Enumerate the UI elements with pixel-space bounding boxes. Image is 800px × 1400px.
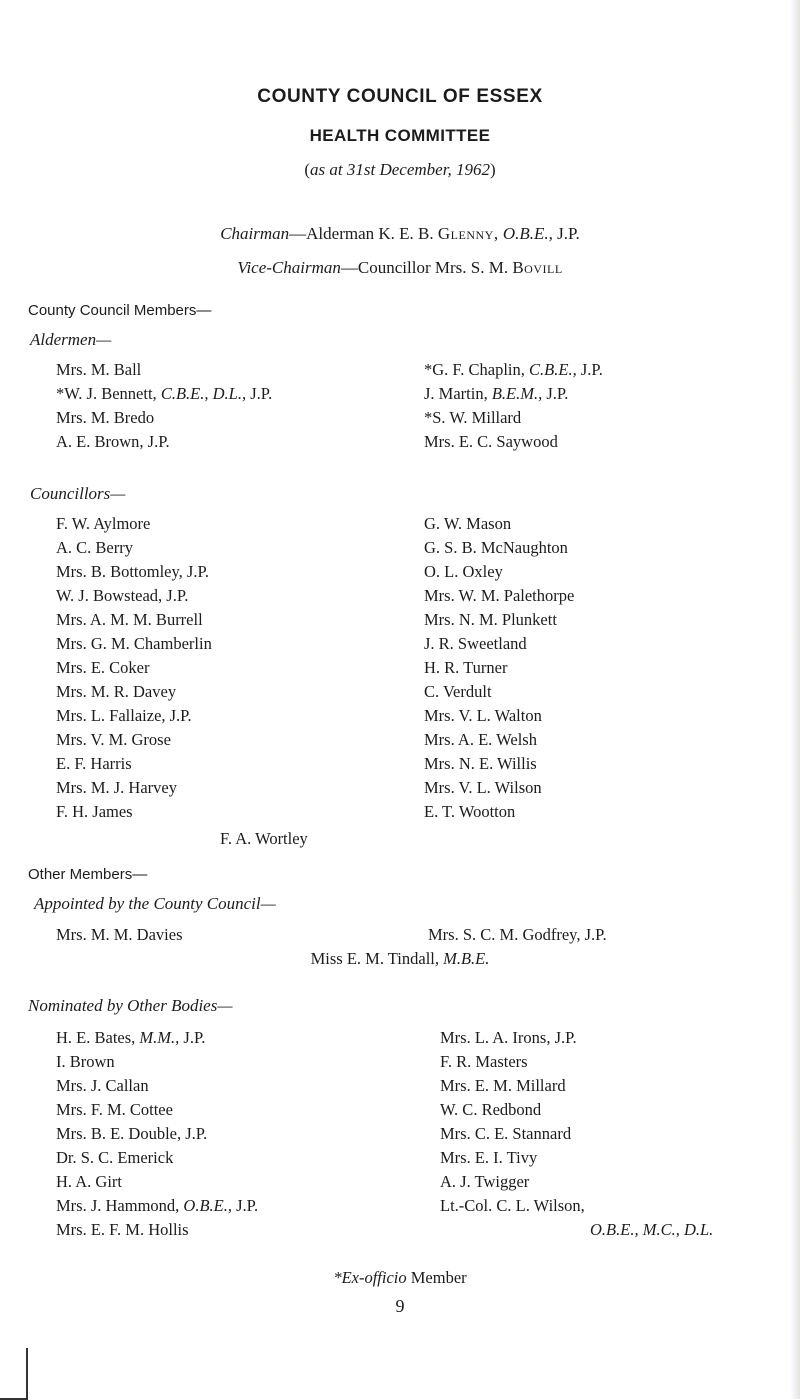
- nominated-left-4: Mrs. F. M. Cottee: [56, 1100, 173, 1119]
- vice-chairman-role: Vice-Chairman: [237, 258, 341, 277]
- councillor-right-1: G. W. Mason: [424, 514, 512, 533]
- nominated-suffix: J.P.: [236, 1196, 259, 1215]
- date-text: 31st December, 1962: [346, 160, 490, 179]
- chairman-title: Alderman K. E. B.: [306, 224, 434, 243]
- alderman-right-1: [424, 360, 603, 380]
- appointed-heading: Appointed by the County Council—: [34, 894, 276, 913]
- councillor-left-12: Mrs. M. J. Harvey: [56, 778, 177, 797]
- committee-title: HEALTH COMMITTEE: [309, 126, 491, 145]
- nominated-suffix: J.P.: [183, 1028, 206, 1047]
- other-members-heading: Other Members—: [28, 866, 148, 883]
- nominated-left-3: Mrs. J. Callan: [56, 1076, 149, 1095]
- nominated-left-6: Dr. S. C. Emerick: [56, 1148, 174, 1167]
- appointed-center-honours: M.B.E.: [443, 949, 490, 968]
- scan-corner-mark: [0, 1348, 28, 1400]
- alderman-name: J. Martin,: [424, 384, 488, 403]
- alderman-suffix: J.P.: [546, 384, 569, 403]
- date-prefix: as at: [310, 160, 343, 179]
- alderman-right-2: [424, 384, 568, 404]
- nominated-right-1: Mrs. L. A. Irons, J.P.: [440, 1028, 577, 1047]
- councillor-right-13: E. T. Wootton: [424, 802, 516, 821]
- councillor-right-11: Mrs. N. E. Willis: [424, 754, 537, 773]
- nominated-name: Mrs. J. Hammond,: [56, 1196, 180, 1215]
- chairman-line: Chairman—Alderman K. E. B. Glenny, O.B.E., J.P.: [220, 224, 580, 243]
- nominated-right-honours: O.B.E., M.C., D.L.: [590, 1220, 714, 1239]
- nominated-right-6: Mrs. E. I. Tivy: [440, 1148, 538, 1167]
- nominated-heading: Nominated by Other Bodies—: [28, 996, 233, 1015]
- alderman-name: *G. F. Chaplin,: [424, 360, 525, 379]
- nominated-left-2: I. Brown: [56, 1052, 115, 1071]
- councillor-right-4: Mrs. W. M. Palethorpe: [424, 586, 575, 605]
- councillor-right-10: Mrs. A. E. Welsh: [424, 730, 537, 749]
- alderman-name: *W. J. Bennett,: [56, 384, 157, 403]
- nominated-left-1: [56, 1028, 205, 1048]
- vice-chairman-title: Councillor Mrs. S. M.: [357, 258, 509, 277]
- nominated-right-8: Lt.-Col. C. L. Wilson,: [440, 1196, 585, 1215]
- footnote: [0, 1268, 800, 1288]
- councillor-right-7: H. R. Turner: [424, 658, 508, 677]
- aldermen-heading: Aldermen—: [30, 330, 112, 349]
- vice-chairman-line: Vice-Chairman—Councillor Mrs. S. M. Bovill: [237, 258, 563, 277]
- councillor-left-3: Mrs. B. Bottomley, J.P.: [56, 562, 209, 581]
- nominated-right-5: Mrs. C. E. Stannard: [440, 1124, 572, 1143]
- councillor-left-9: Mrs. L. Fallaize, J.P.: [56, 706, 192, 725]
- councillor-right-3: O. L. Oxley: [424, 562, 503, 581]
- nominated-left-7: H. A. Girt: [56, 1172, 122, 1191]
- council-title: COUNTY COUNCIL OF ESSEX: [257, 86, 543, 107]
- councillor-right-2: G. S. B. McNaughton: [424, 538, 568, 557]
- nominated-left-9: Mrs. E. F. M. Hollis: [56, 1220, 189, 1239]
- nominated-honours: O.B.E.,: [183, 1196, 232, 1215]
- appointed-center: [0, 949, 800, 969]
- nominated-right-4: W. C. Redbond: [440, 1100, 542, 1119]
- councillors-heading: Councillors—: [30, 484, 126, 503]
- county-council-members-heading: County Council Members—: [28, 302, 212, 319]
- alderman-left-2: [56, 384, 272, 404]
- nominated-right-2: F. R. Masters: [440, 1052, 528, 1071]
- councillor-right-9: Mrs. V. L. Walton: [424, 706, 542, 725]
- alderman-right-3: *S. W. Millard: [424, 408, 522, 427]
- councillor-right-8: C. Verdult: [424, 682, 492, 701]
- vice-chairman-surname: Bovill: [512, 258, 563, 277]
- appointed-right: Mrs. S. C. M. Godfrey, J.P.: [428, 925, 607, 944]
- footnote-text: Member: [410, 1268, 467, 1287]
- councillor-left-13: F. H. James: [56, 802, 133, 821]
- councillor-right-5: Mrs. N. M. Plunkett: [424, 610, 557, 629]
- councillor-left-6: Mrs. G. M. Chamberlin: [56, 634, 212, 653]
- councillor-left-7: Mrs. E. Coker: [56, 658, 150, 677]
- councillor-left-2: A. C. Berry: [56, 538, 133, 557]
- councillor-left-5: Mrs. A. M. M. Burrell: [56, 610, 203, 629]
- alderman-right-4: Mrs. E. C. Saywood: [424, 432, 558, 451]
- alderman-left-3: Mrs. M. Bredo: [56, 408, 155, 427]
- councillor-left-10: Mrs. V. M. Grose: [56, 730, 171, 749]
- nominated-left-5: Mrs. B. E. Double, J.P.: [56, 1124, 208, 1143]
- councillor-right-6: J. R. Sweetland: [424, 634, 527, 653]
- councillor-last: F. A. Wortley: [220, 829, 308, 848]
- nominated-right-3: Mrs. E. M. Millard: [440, 1076, 566, 1095]
- alderman-honours: B.E.M.,: [491, 384, 543, 403]
- appointed-left: Mrs. M. M. Davies: [56, 925, 183, 944]
- footnote-term: *Ex-officio: [333, 1268, 407, 1287]
- chairman-honours: O.B.E.,: [502, 224, 553, 243]
- chairman-suffix: J.P.: [557, 224, 580, 243]
- nominated-name: H. E. Bates,: [56, 1028, 136, 1047]
- alderman-honours: C.B.E.,: [529, 360, 577, 379]
- nominated-left-8: [56, 1196, 258, 1216]
- appointed-center-name: Miss E. M. Tindall,: [310, 949, 439, 968]
- page-number: 9: [395, 1296, 405, 1316]
- alderman-left-4: A. E. Brown, J.P.: [56, 432, 170, 451]
- councillor-left-4: W. J. Bowstead, J.P.: [56, 586, 189, 605]
- alderman-honours: C.B.E., D.L.,: [160, 384, 247, 403]
- councillor-left-8: Mrs. M. R. Davey: [56, 682, 177, 701]
- page-edge-shadow: [790, 0, 800, 1399]
- nominated-honours: M.M.,: [139, 1028, 180, 1047]
- councillor-left-1: F. W. Aylmore: [56, 514, 151, 533]
- alderman-left-1: Mrs. M. Ball: [56, 360, 142, 379]
- nominated-right-7: A. J. Twigger: [440, 1172, 530, 1191]
- councillor-right-12: Mrs. V. L. Wilson: [424, 778, 542, 797]
- alderman-suffix: J.P.: [580, 360, 603, 379]
- councillor-left-11: E. F. Harris: [56, 754, 132, 773]
- alderman-suffix: J.P.: [250, 384, 273, 403]
- chairman-role: Chairman: [220, 224, 290, 243]
- date-line: (as at 31st December, 1962): [304, 160, 496, 179]
- chairman-surname: Glenny,: [437, 224, 499, 243]
